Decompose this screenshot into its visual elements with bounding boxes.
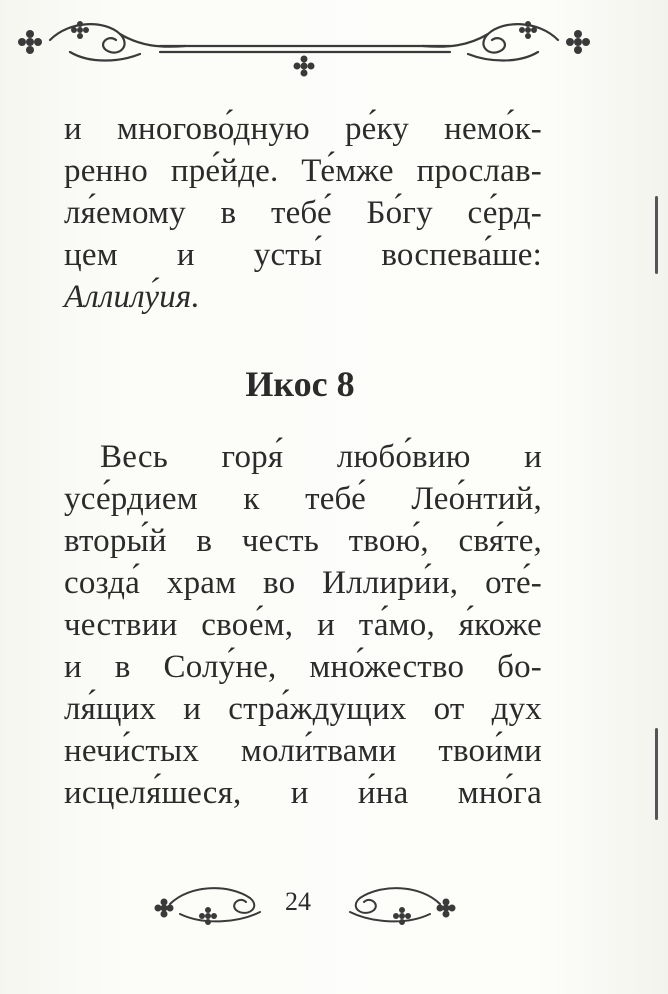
text-line: чествии свое́м, и та́мо, я́коже — [64, 607, 542, 643]
text-line: ренно пре́йде. Те́мже прослав- — [64, 153, 542, 189]
staple-mark — [655, 196, 658, 274]
text-line: ля́щих и стра́ждущих от дух — [64, 691, 542, 727]
text-line: цем и усты́ воспева́ше: — [64, 237, 542, 273]
top-ornament-border — [10, 12, 598, 78]
alleluia-refrain: Аллилу́ия. — [64, 279, 200, 315]
text-line: исцеля́шеся, и и́на мно́га — [64, 775, 542, 811]
text-line: нечи́стых моли́твами твои́ми — [64, 733, 542, 769]
text-line: усе́рдием к тебе́ Лео́нтий, — [64, 481, 542, 517]
text-line: вторы́й в честь твою́, свя́те, — [64, 523, 542, 559]
text-line: Весь горя́ любо́вию и — [100, 439, 542, 475]
text-line: созда́ храм во Иллири́и, оте́- — [64, 565, 542, 601]
text-line: и многово́дную ре́ку немо́к- — [64, 111, 542, 147]
text-line: и в Солу́не, мно́жество бо- — [64, 649, 542, 685]
staple-mark — [655, 728, 658, 796]
section-heading: Икос 8 — [245, 364, 355, 404]
staple-mark — [655, 790, 658, 820]
text-line: ля́емому в тебе́ Бо́гу се́рд- — [64, 195, 542, 231]
page-number: 24 — [285, 887, 311, 916]
text-block-ikos — [64, 436, 542, 814]
text-block-continuation — [64, 108, 542, 318]
